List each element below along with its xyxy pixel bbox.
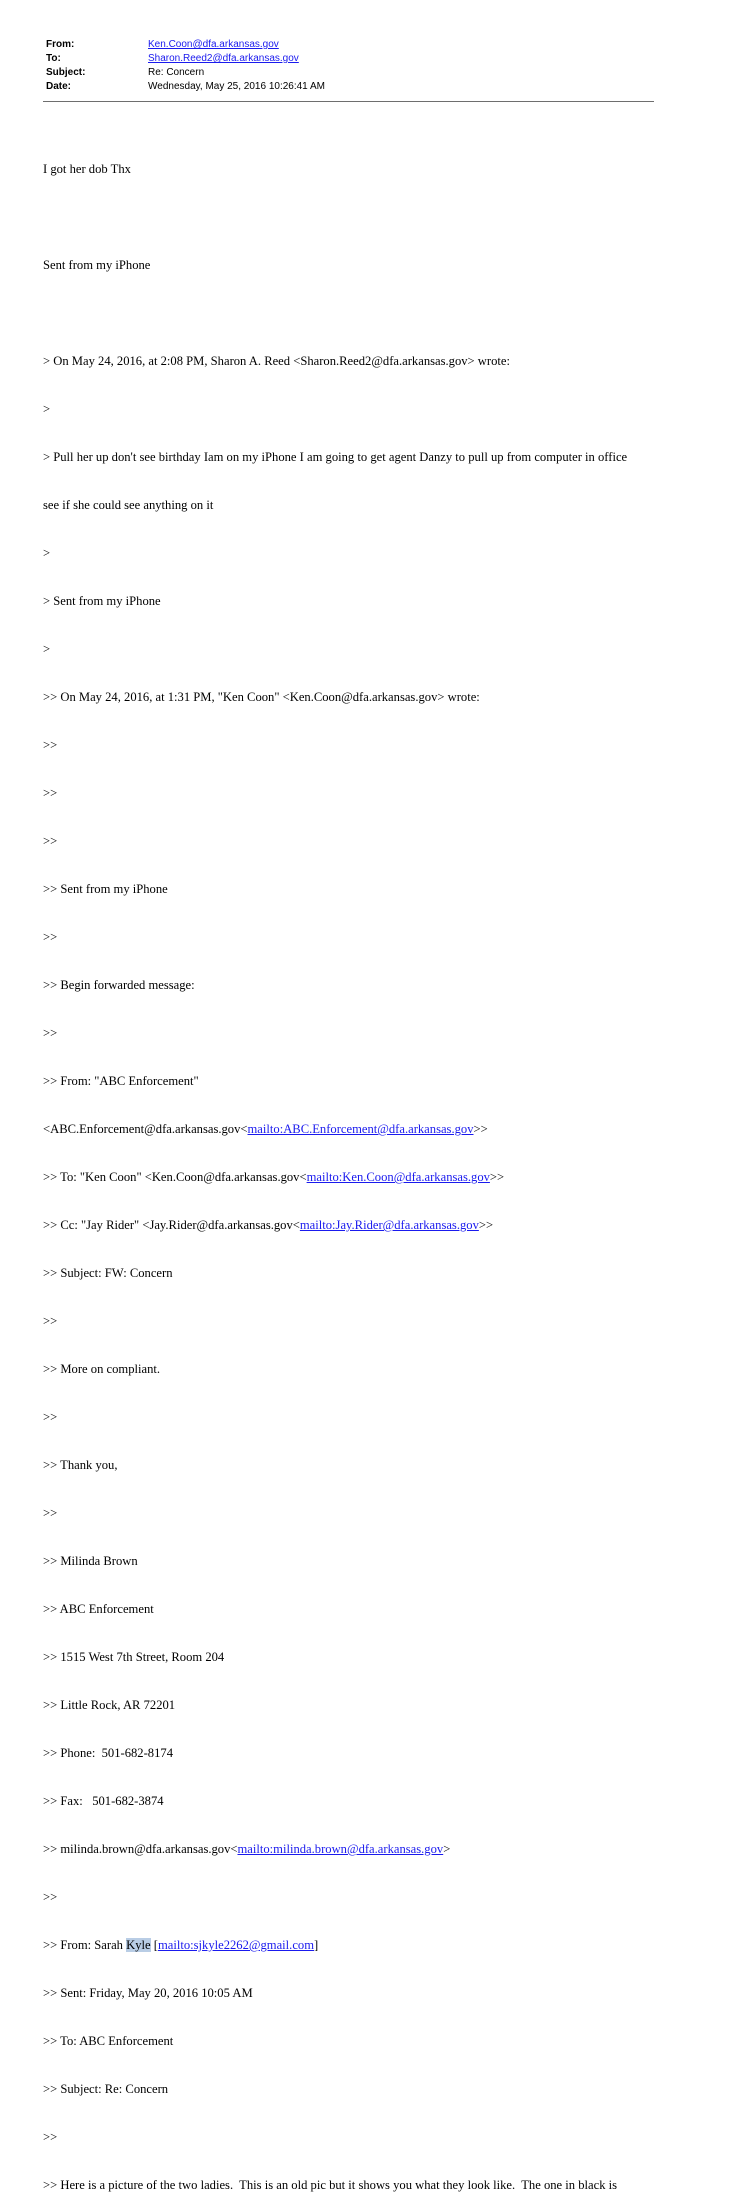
quoted-line: >> [43,1410,58,1424]
quoted-line: >> On May 24, 2016, at 1:31 PM, "Ken Coon" <Ken.Coon@dfa.arkansas.gov> wrote: [43,690,480,704]
quoted-line: >> Begin forwarded message: [43,978,195,992]
quoted-line: >> Little Rock, AR 72201 [43,1698,176,1712]
quoted-line: >> Subject: Re: Concern [43,2082,169,2096]
quoted-line: >> Thank you, [43,1458,118,1472]
date-row [46,80,325,94]
quoted-line: > [43,546,51,560]
quoted-line: > Sent from my iPhone [43,594,161,608]
quoted-text: ] [314,1938,319,1952]
quoted-line: >> More on compliant. [43,1362,161,1376]
quoted-line: >> Sent: Friday, May 20, 2016 10:05 AM [43,1986,253,2000]
body-line: I got her dob Thx [43,162,131,176]
quoted-line: >> Phone: 501-682-8174 [43,1746,173,1760]
header-divider [43,101,654,102]
quoted-line: >> From: "ABC Enforcement" [43,1074,199,1088]
quoted-line: >> [43,786,58,800]
from-row [46,38,325,52]
quoted-text: <ABC.Enforcement@dfa.arkansas.gov< [43,1122,248,1136]
mailto-link[interactable]: mailto:sjkyle2262@gmail.com [157,1938,315,1952]
quoted-text: >> Cc: "Jay Rider" <Jay.Rider@dfa.arkansas.gov< [43,1218,300,1232]
quoted-text: [ [150,1938,158,1952]
quoted-text: >> milinda.brown@dfa.arkansas.gov< [43,1842,238,1856]
quoted-line: see if she could see anything on it [43,498,214,512]
quoted-line: >> Here is a picture of the two ladies. This is an old pic but it shows you what they look like. The one in black is [43,2178,618,2192]
quoted-line: >> Sent from my iPhone [43,882,168,896]
quoted-line: > Pull her up don't see birthday Iam on my iPhone I am going to get agent Danzy to pull up from computer in office [43,450,628,464]
mailto-link[interactable]: mailto:Ken.Coon@dfa.arkansas.gov [306,1170,490,1184]
quoted-text: >> To: "Ken Coon" <Ken.Coon@dfa.arkansas.gov< [43,1170,307,1184]
quoted-line: >> [43,1890,58,1904]
from-email-link[interactable]: Ken.Coon@dfa.arkansas.gov [148,39,279,50]
date-value: Wednesday, May 25, 2016 10:26:41 AM [148,81,325,92]
quoted-line: >> [43,930,58,944]
highlighted-text: Kyle [126,1938,151,1952]
quoted-line: > On May 24, 2016, at 2:08 PM, Sharon A. Reed <Sharon.Reed2@dfa.arkansas.gov> wrote: [43,354,510,368]
email-body [43,129,683,2209]
quoted-text: > [443,1842,451,1856]
quoted-line: > [43,402,51,416]
mailto-link[interactable]: mailto:milinda.brown@dfa.arkansas.gov [237,1842,444,1856]
quoted-line [43,1841,683,1857]
quoted-text: >> From: Sarah [43,1938,127,1952]
quoted-text: >> [489,1170,505,1184]
blank-line [43,305,683,321]
quoted-line: >> To: ABC Enforcement [43,2034,174,2048]
to-row [46,52,325,66]
quoted-text: >> [478,1218,494,1232]
to-email-link[interactable]: Sharon.Reed2@dfa.arkansas.gov [148,53,299,64]
subject-row [46,66,325,80]
body-line: Sent from my iPhone [43,258,151,272]
subject-label: Subject: [46,67,86,78]
quoted-line [43,1217,683,1233]
subject-value: Re: Concern [148,67,205,78]
quoted-line: >> Milinda Brown [43,1554,138,1568]
to-label: To: [46,53,61,64]
quoted-line: >> Subject: FW: Concern [43,1266,173,1280]
quoted-line: >> ABC Enforcement [43,1602,154,1616]
email-header [46,38,325,94]
quoted-line: >> [43,1026,58,1040]
quoted-line [43,1169,683,1185]
quoted-line: >> [43,738,58,752]
quoted-line: >> 1515 West 7th Street, Room 204 [43,1650,225,1664]
from-label: From: [46,39,75,50]
mailto-link[interactable]: mailto:Jay.Rider@dfa.arkansas.gov [299,1218,479,1232]
quoted-line: > [43,642,51,656]
quoted-line: >> [43,1506,58,1520]
blank-line [43,209,683,225]
quoted-line [43,1121,683,1137]
quoted-text: >> [473,1122,488,1136]
mailto-link[interactable]: mailto:ABC.Enforcement@dfa.arkansas.gov [247,1122,474,1136]
quoted-line: >> Fax: 501-682-3874 [43,1794,164,1808]
date-label: Date: [46,81,72,92]
quoted-line: >> [43,1314,58,1328]
quoted-line [43,1937,683,1953]
quoted-line: >> [43,2130,58,2144]
quoted-line: >> [43,834,58,848]
